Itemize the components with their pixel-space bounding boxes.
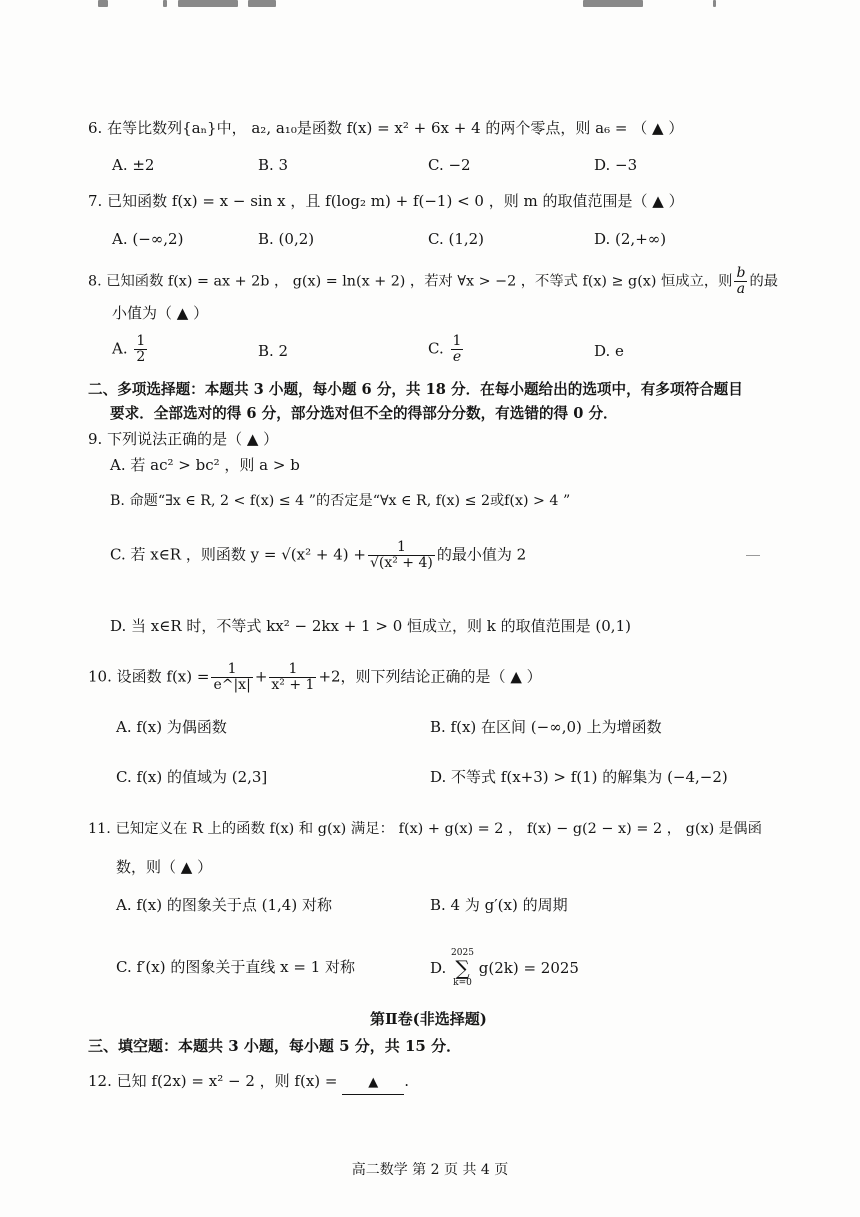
q10-fraction-2 bbox=[269, 662, 316, 693]
question-6: 6. 在等比数列{aₙ}中， a₂, a₁₀是函数 f(x) = x² + 6x + 4 的两个零点，则 a₆ = （ ▲ ） bbox=[88, 119, 684, 137]
section-3-heading: 三、填空题：本题共 3 小题，每小题 5 分，共 15 分． bbox=[88, 1037, 462, 1055]
question-7: 7. 已知函数 f(x) = x − sin x ，且 f(log₂ m) + f(−1) < 0 ，则 m 的取值范围是（ ▲ ） bbox=[88, 192, 684, 210]
q11-sum-top: 2025 bbox=[451, 948, 474, 958]
q11-option-d bbox=[430, 948, 579, 988]
q9-c-text: C. 若 x∈R ，则函数 y = √(x² + 4) + bbox=[110, 545, 366, 564]
q12-text: 12. 已知 f(2x) = x² − 2 ，则 f(x) = bbox=[88, 1072, 338, 1090]
q9-c-num: 1 bbox=[368, 540, 435, 556]
section-2-instructions: 要求．全部选对的得 6 分，部分选对但不全的得部分分数，有选错的得 0 分． bbox=[110, 405, 618, 422]
question-11-line1: 11. 已知定义在 R 上的函数 f(x) 和 g(x) 满足： f(x) + g(x) = 2 ， f(x) − g(2 − x) = 2 ， g(x) 是偶函 bbox=[88, 821, 762, 837]
q8-option-d: D. e bbox=[594, 342, 624, 360]
question-12 bbox=[88, 1070, 409, 1095]
q10-plus: + bbox=[254, 667, 268, 686]
q8-frac-num: b bbox=[736, 265, 746, 281]
q9-option-a: A. 若 ac² > bc² ，则 a > b bbox=[110, 456, 300, 474]
q7-option-b: B. (0,2) bbox=[258, 230, 315, 248]
q8-c-den: e bbox=[452, 349, 462, 365]
q11-d-label: D. bbox=[430, 959, 447, 977]
q9-c-den: √(x² + 4) bbox=[369, 555, 433, 571]
q8-c-num: 1 bbox=[452, 333, 462, 349]
q8-option-b: B. 2 bbox=[258, 342, 289, 360]
q8-a-num: 1 bbox=[136, 333, 146, 349]
q10-fraction-1 bbox=[211, 662, 252, 693]
q7-option-a: A. (−∞,2) bbox=[112, 230, 184, 248]
q10-option-a: A. f(x) 为偶函数 bbox=[116, 718, 227, 736]
sigma-icon: ∑ bbox=[455, 956, 470, 980]
q8-option-a-fraction bbox=[134, 334, 147, 365]
question-8-line1 bbox=[88, 266, 778, 297]
q8-frac-den: a bbox=[736, 281, 746, 297]
part-2-title: 第Ⅱ卷(非选择题) bbox=[370, 1010, 487, 1028]
q6-option-c: C. −2 bbox=[428, 156, 471, 174]
q8-fraction-b-over-a bbox=[734, 266, 747, 297]
q8-option-c bbox=[428, 334, 465, 365]
q8-text-end: 的最 bbox=[749, 273, 779, 290]
q6-option-a: A. ±2 bbox=[112, 156, 155, 174]
question-11-line2: 数，则（ ▲ ） bbox=[116, 858, 213, 876]
q11-summation bbox=[451, 948, 474, 988]
q10-option-b: B. f(x) 在区间 (−∞,0) 上为增函数 bbox=[430, 718, 662, 736]
q10-option-d: D. 不等式 f(x+3) > f(1) 的解集为 (−4,−2) bbox=[430, 768, 728, 786]
q9-option-b: B. 命题“∃x ∈ R, 2 < f(x) ≤ 4 ”的否定是“∀x ∈ R, f(x) ≤ 2或f(x) > 4 ” bbox=[110, 493, 571, 509]
q6-option-d: D. −3 bbox=[594, 156, 638, 174]
q10-f1-den: e^|x| bbox=[213, 677, 251, 693]
q11-option-a: A. f(x) 的图象关于点 (1,4) 对称 bbox=[116, 896, 332, 914]
q12-answer-blank: ▲ bbox=[342, 1072, 404, 1095]
q10-text: 10. 设函数 f(x) = bbox=[88, 667, 210, 686]
q10-text-end: +2，则下列结论正确的是（ ▲ ） bbox=[318, 667, 542, 686]
q7-option-c: C. (1,2) bbox=[428, 230, 485, 248]
q12-period: . bbox=[404, 1072, 410, 1090]
q11-option-b: B. 4 为 g′(x) 的周期 bbox=[430, 896, 568, 914]
q7-option-d: D. (2,+∞) bbox=[594, 230, 667, 248]
question-9: 9. 下列说法正确的是（ ▲ ） bbox=[88, 430, 279, 448]
q11-sum-bottom: k=0 bbox=[453, 978, 472, 988]
q10-f2-den: x² + 1 bbox=[271, 677, 315, 693]
q9-c-fraction bbox=[368, 540, 435, 571]
q10-f2-num: 1 bbox=[269, 662, 316, 678]
section-2-heading: 二、多项选择题：本题共 3 小题，每小题 6 分，共 18 分．在每小题给出的选项中，有多项符合题目 bbox=[88, 381, 743, 398]
q9-option-c bbox=[110, 540, 526, 571]
q8-option-a-label: A. bbox=[112, 339, 128, 358]
q9-c-text-end: 的最小值为 2 bbox=[436, 545, 527, 564]
q10-f1-num: 1 bbox=[211, 662, 252, 678]
scan-mark bbox=[746, 555, 760, 556]
q9-option-d: D. 当 x∈R 时，不等式 kx² − 2kx + 1 > 0 恒成立，则 k 的取值范围是 (0,1) bbox=[110, 617, 631, 635]
q8-option-a bbox=[112, 334, 149, 365]
q8-option-c-fraction bbox=[451, 334, 464, 365]
q8-option-c-label: C. bbox=[428, 339, 444, 358]
page-footer: 高二数学 第 2 页 共 4 页 bbox=[351, 1162, 509, 1178]
q8-text: 8. 已知函数 f(x) = ax + 2b ， g(x) = ln(x + 2) ，若对 ∀x > −2 ，不等式 f(x) ≥ g(x) 恒成立，则 bbox=[88, 273, 733, 290]
question-8-line2: 小值为（ ▲ ） bbox=[112, 304, 209, 322]
q11-option-c: C. f′(x) 的图象关于直线 x = 1 对称 bbox=[116, 958, 356, 976]
q11-d-text: g(2k) = 2025 bbox=[478, 959, 579, 977]
q8-a-den: 2 bbox=[136, 349, 146, 365]
question-10 bbox=[88, 662, 542, 693]
q6-option-b: B. 3 bbox=[258, 156, 289, 174]
q10-option-c: C. f(x) 的值域为 (2,3] bbox=[116, 768, 268, 786]
scan-top-marks bbox=[0, 0, 860, 14]
